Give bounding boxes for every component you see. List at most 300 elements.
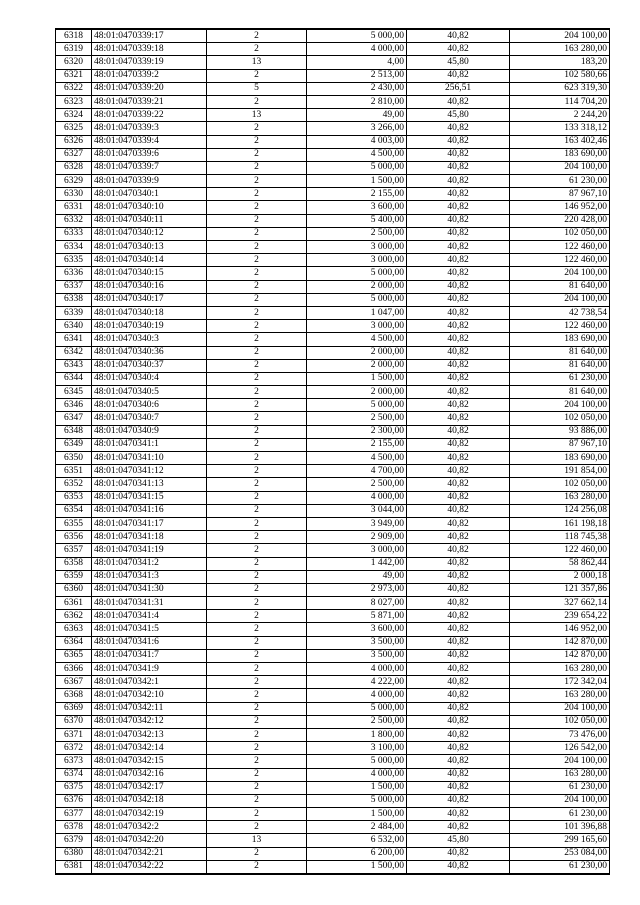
value-cell: 73 476,00 [510,728,610,741]
rate-cell: 40,82 [407,715,510,728]
rate-cell: 40,82 [407,438,510,451]
table-row [56,452,610,465]
rate-cell: 40,82 [407,346,510,359]
table-row [56,161,610,174]
area-cell: 2 484,00 [307,821,407,834]
row-number-cell: 6350 [56,452,92,465]
category-cell: 2 [207,676,307,689]
table-row [56,663,610,676]
cadastral-number-cell: 48:01:0470340:5 [92,386,207,399]
row-number-cell: 6376 [56,794,92,807]
value-cell: 220 428,00 [510,214,610,227]
row-number-cell: 6345 [56,386,92,399]
area-cell: 5 000,00 [307,755,407,768]
area-cell: 2 000,00 [307,346,407,359]
row-number-cell: 6363 [56,623,92,636]
row-number-cell: 6355 [56,517,92,530]
category-cell: 2 [207,689,307,702]
cadastral-number-cell: 48:01:0470340:18 [92,306,207,319]
cadastral-number-cell: 48:01:0470341:18 [92,531,207,544]
cadastral-number-cell: 48:01:0470341:7 [92,649,207,662]
table-row [56,293,610,306]
rate-cell: 40,82 [407,504,510,517]
area-cell: 2 500,00 [307,227,407,240]
category-cell: 2 [207,517,307,530]
value-cell: 87 967,10 [510,438,610,451]
table-row [56,267,610,280]
cadastral-number-cell: 48:01:0470340:36 [92,346,207,359]
category-cell: 2 [207,412,307,425]
row-number-cell: 6356 [56,531,92,544]
category-cell: 2 [207,583,307,596]
row-number-cell: 6353 [56,491,92,504]
row-number-cell: 6341 [56,333,92,346]
area-cell: 4 500,00 [307,333,407,346]
area-cell: 49,00 [307,570,407,583]
table-row [56,465,610,478]
category-cell: 2 [207,306,307,319]
row-number-cell: 6332 [56,214,92,227]
cadastral-number-cell: 48:01:0470340:3 [92,333,207,346]
area-cell: 1 500,00 [307,808,407,821]
row-number-cell: 6371 [56,728,92,741]
cadastral-number-cell: 48:01:0470339:6 [92,148,207,161]
rate-cell: 40,82 [407,847,510,860]
category-cell: 2 [207,399,307,412]
table-row [56,676,610,689]
value-cell: 204 100,00 [510,755,610,768]
value-cell: 183 690,00 [510,333,610,346]
rate-cell: 40,82 [407,768,510,781]
rate-cell: 40,82 [407,148,510,161]
category-cell: 2 [207,148,307,161]
rate-cell: 40,82 [407,465,510,478]
value-cell: 121 357,86 [510,583,610,596]
category-cell: 2 [207,649,307,662]
cadastral-number-cell: 48:01:0470340:15 [92,267,207,280]
table-row [56,834,610,847]
rate-cell: 40,82 [407,689,510,702]
area-cell: 3 000,00 [307,320,407,333]
cadastral-number-cell: 48:01:0470340:4 [92,372,207,385]
cadastral-number-cell: 48:01:0470342:19 [92,808,207,821]
row-number-cell: 6321 [56,69,92,82]
category-cell: 2 [207,794,307,807]
category-cell: 2 [207,452,307,465]
table-row [56,583,610,596]
row-number-cell: 6346 [56,399,92,412]
row-number-cell: 6365 [56,649,92,662]
rate-cell: 40,82 [407,636,510,649]
value-cell: 204 100,00 [510,293,610,306]
value-cell: 163 280,00 [510,43,610,56]
row-number-cell: 6325 [56,122,92,135]
value-cell: 102 050,00 [510,227,610,240]
table-row [56,214,610,227]
table-row [56,69,610,82]
table-row [56,478,610,491]
area-cell: 5 000,00 [307,399,407,412]
category-cell: 2 [207,201,307,214]
category-cell: 2 [207,702,307,715]
rate-cell: 40,82 [407,227,510,240]
row-number-cell: 6335 [56,254,92,267]
value-cell: 81 640,00 [510,346,610,359]
rate-cell: 40,82 [407,386,510,399]
area-cell: 1 500,00 [307,372,407,385]
value-cell: 102 580,66 [510,69,610,82]
row-number-cell: 6370 [56,715,92,728]
category-cell: 2 [207,214,307,227]
table-row [56,623,610,636]
area-cell: 1 047,00 [307,306,407,319]
rate-cell: 40,82 [407,544,510,557]
row-number-cell: 6328 [56,161,92,174]
row-number-cell: 6364 [56,636,92,649]
category-cell: 2 [207,346,307,359]
category-cell: 2 [207,768,307,781]
rate-cell: 40,82 [407,201,510,214]
row-number-cell: 6366 [56,663,92,676]
rate-cell: 40,82 [407,306,510,319]
table-row [56,241,610,254]
value-cell: 81 640,00 [510,359,610,372]
value-cell: 204 100,00 [510,161,610,174]
cadastral-number-cell: 48:01:0470341:19 [92,544,207,557]
table-row [56,821,610,834]
value-cell: 299 165,60 [510,834,610,847]
row-number-cell: 6339 [56,306,92,319]
row-number-cell: 6322 [56,82,92,95]
rate-cell: 40,82 [407,755,510,768]
category-cell: 2 [207,715,307,728]
category-cell: 2 [207,847,307,860]
rate-cell: 45,80 [407,834,510,847]
rate-cell: 40,82 [407,135,510,148]
cadastral-number-cell: 48:01:0470339:20 [92,82,207,95]
category-cell: 2 [207,43,307,56]
table-row [56,597,610,610]
row-number-cell: 6351 [56,465,92,478]
area-cell: 4 500,00 [307,452,407,465]
table-row [56,227,610,240]
cadastral-number-cell: 48:01:0470342:12 [92,715,207,728]
value-cell: 61 230,00 [510,175,610,188]
category-cell: 2 [207,280,307,293]
category-cell: 2 [207,161,307,174]
value-cell: 101 396,88 [510,821,610,834]
row-number-cell: 6320 [56,56,92,69]
category-cell: 2 [207,557,307,570]
area-cell: 6 532,00 [307,834,407,847]
category-cell: 2 [207,135,307,148]
row-number-cell: 6330 [56,188,92,201]
cadastral-number-cell: 48:01:0470340:1 [92,188,207,201]
rate-cell: 40,82 [407,241,510,254]
category-cell: 2 [207,267,307,280]
category-cell: 2 [207,175,307,188]
cadastral-number-cell: 48:01:0470342:21 [92,847,207,860]
cadastral-number-cell: 48:01:0470340:13 [92,241,207,254]
table-row [56,504,610,517]
table-row [56,95,610,108]
area-cell: 3 000,00 [307,544,407,557]
cadastral-number-cell: 48:01:0470340:7 [92,412,207,425]
value-cell: 204 100,00 [510,29,610,43]
category-cell: 2 [207,636,307,649]
value-cell: 81 640,00 [510,386,610,399]
table-row [56,188,610,201]
table-row [56,425,610,438]
rate-cell: 40,82 [407,583,510,596]
area-cell: 3 100,00 [307,742,407,755]
category-cell: 2 [207,372,307,385]
rate-cell: 40,82 [407,267,510,280]
value-cell: 122 460,00 [510,320,610,333]
area-cell: 2 300,00 [307,425,407,438]
cadastral-number-cell: 48:01:0470342:10 [92,689,207,702]
value-cell: 93 886,00 [510,425,610,438]
area-cell: 1 500,00 [307,860,407,874]
cadastral-number-cell: 48:01:0470341:30 [92,583,207,596]
row-number-cell: 6324 [56,109,92,122]
area-cell: 5 000,00 [307,29,407,43]
area-cell: 2 155,00 [307,438,407,451]
category-cell: 2 [207,755,307,768]
table-row [56,56,610,69]
table-row [56,320,610,333]
row-number-cell: 6367 [56,676,92,689]
area-cell: 3 949,00 [307,517,407,530]
category-cell: 2 [207,320,307,333]
value-cell: 163 280,00 [510,491,610,504]
row-number-cell: 6373 [56,755,92,768]
category-cell: 2 [207,188,307,201]
rate-cell: 40,82 [407,676,510,689]
category-cell: 2 [207,491,307,504]
row-number-cell: 6342 [56,346,92,359]
cadastral-number-cell: 48:01:0470342:15 [92,755,207,768]
rate-cell: 40,82 [407,425,510,438]
value-cell: 183 690,00 [510,148,610,161]
table-row [56,557,610,570]
area-cell: 49,00 [307,109,407,122]
table-row [56,570,610,583]
table-row [56,346,610,359]
value-cell: 161 198,18 [510,517,610,530]
rate-cell: 40,82 [407,452,510,465]
row-number-cell: 6336 [56,267,92,280]
value-cell: 183 690,00 [510,452,610,465]
cadastral-number-cell: 48:01:0470341:17 [92,517,207,530]
area-cell: 3 044,00 [307,504,407,517]
table-row [56,148,610,161]
area-cell: 4 000,00 [307,491,407,504]
value-cell: 163 280,00 [510,768,610,781]
row-number-cell: 6338 [56,293,92,306]
table-row [56,781,610,794]
cadastral-number-cell: 48:01:0470342:2 [92,821,207,834]
area-cell: 2 000,00 [307,386,407,399]
category-cell: 2 [207,808,307,821]
rate-cell: 40,82 [407,372,510,385]
category-cell: 2 [207,359,307,372]
cadastral-number-cell: 48:01:0470340:9 [92,425,207,438]
row-number-cell: 6348 [56,425,92,438]
value-cell: 204 100,00 [510,702,610,715]
table-row [56,544,610,557]
rate-cell: 40,82 [407,399,510,412]
table-row [56,201,610,214]
category-cell: 5 [207,82,307,95]
category-cell: 2 [207,465,307,478]
value-cell: 239 654,22 [510,610,610,623]
category-cell: 2 [207,504,307,517]
rate-cell: 40,82 [407,781,510,794]
row-number-cell: 6352 [56,478,92,491]
area-cell: 4,00 [307,56,407,69]
area-cell: 5 000,00 [307,293,407,306]
cadastral-number-cell: 48:01:0470342:11 [92,702,207,715]
row-number-cell: 6344 [56,372,92,385]
cadastral-number-cell: 48:01:0470341:6 [92,636,207,649]
table-row [56,82,610,95]
table-row [56,333,610,346]
table-row [56,689,610,702]
row-number-cell: 6334 [56,241,92,254]
value-cell: 253 084,00 [510,847,610,860]
rate-cell: 40,82 [407,649,510,662]
category-cell: 2 [207,438,307,451]
row-number-cell: 6368 [56,689,92,702]
area-cell: 2 909,00 [307,531,407,544]
cadastral-number-cell: 48:01:0470341:1 [92,438,207,451]
area-cell: 2 500,00 [307,478,407,491]
category-cell: 2 [207,227,307,240]
rate-cell: 40,82 [407,293,510,306]
row-number-cell: 6347 [56,412,92,425]
cadastral-number-cell: 48:01:0470339:9 [92,175,207,188]
category-cell: 13 [207,834,307,847]
rate-cell: 40,82 [407,517,510,530]
value-cell: 114 704,20 [510,95,610,108]
area-cell: 1 800,00 [307,728,407,741]
value-cell: 81 640,00 [510,280,610,293]
area-cell: 4 222,00 [307,676,407,689]
cadastral-number-cell: 48:01:0470341:9 [92,663,207,676]
area-cell: 3 600,00 [307,623,407,636]
category-cell: 2 [207,293,307,306]
category-cell: 2 [207,860,307,874]
row-number-cell: 6327 [56,148,92,161]
value-cell: 191 854,00 [510,465,610,478]
rate-cell: 40,82 [407,610,510,623]
area-cell: 5 400,00 [307,214,407,227]
cadastral-number-cell: 48:01:0470339:2 [92,69,207,82]
category-cell: 2 [207,425,307,438]
area-cell: 2 000,00 [307,359,407,372]
rate-cell: 40,82 [407,860,510,874]
rate-cell: 40,82 [407,122,510,135]
area-cell: 2 810,00 [307,95,407,108]
value-cell: 61 230,00 [510,860,610,874]
area-cell: 4 700,00 [307,465,407,478]
table-row [56,280,610,293]
rate-cell: 45,80 [407,109,510,122]
row-number-cell: 6369 [56,702,92,715]
area-cell: 4 000,00 [307,663,407,676]
cadastral-number-cell: 48:01:0470339:3 [92,122,207,135]
cadastral-number-cell: 48:01:0470340:37 [92,359,207,372]
row-number-cell: 6359 [56,570,92,583]
table-row [56,768,610,781]
table-row [56,43,610,56]
value-cell: 124 256,08 [510,504,610,517]
rate-cell: 40,82 [407,794,510,807]
table-row [56,517,610,530]
rate-cell: 40,82 [407,808,510,821]
area-cell: 3 000,00 [307,241,407,254]
category-cell: 2 [207,597,307,610]
category-cell: 2 [207,728,307,741]
table-row [56,715,610,728]
value-cell: 142 870,00 [510,636,610,649]
area-cell: 1 500,00 [307,175,407,188]
table-row [56,399,610,412]
rate-cell: 40,82 [407,29,510,43]
row-number-cell: 6331 [56,201,92,214]
table-row [56,531,610,544]
table-row [56,728,610,741]
cadastral-number-cell: 48:01:0470342:1 [92,676,207,689]
table-row [56,610,610,623]
row-number-cell: 6326 [56,135,92,148]
value-cell: 102 050,00 [510,715,610,728]
rate-cell: 40,82 [407,491,510,504]
area-cell: 2 430,00 [307,82,407,95]
value-cell: 102 050,00 [510,412,610,425]
row-number-cell: 6379 [56,834,92,847]
rate-cell: 40,82 [407,821,510,834]
table-row [56,386,610,399]
category-cell: 13 [207,109,307,122]
table-row [56,649,610,662]
area-cell: 5 000,00 [307,267,407,280]
area-cell: 4 003,00 [307,135,407,148]
value-cell: 42 738,54 [510,306,610,319]
area-cell: 1 442,00 [307,557,407,570]
area-cell: 5 000,00 [307,794,407,807]
rate-cell: 40,82 [407,557,510,570]
rate-cell: 40,82 [407,570,510,583]
table-row [56,359,610,372]
row-number-cell: 6377 [56,808,92,821]
area-cell: 3 500,00 [307,649,407,662]
row-number-cell: 6319 [56,43,92,56]
cadastral-number-cell: 48:01:0470342:17 [92,781,207,794]
cadastral-number-cell: 48:01:0470339:4 [92,135,207,148]
table-row [56,808,610,821]
value-cell: 204 100,00 [510,267,610,280]
rate-cell: 40,82 [407,333,510,346]
cadastral-number-cell: 48:01:0470339:22 [92,109,207,122]
area-cell: 5 000,00 [307,161,407,174]
category-cell: 2 [207,478,307,491]
rate-cell: 45,80 [407,56,510,69]
cadastral-number-cell: 48:01:0470339:18 [92,43,207,56]
rate-cell: 40,82 [407,531,510,544]
rate-cell: 40,82 [407,412,510,425]
